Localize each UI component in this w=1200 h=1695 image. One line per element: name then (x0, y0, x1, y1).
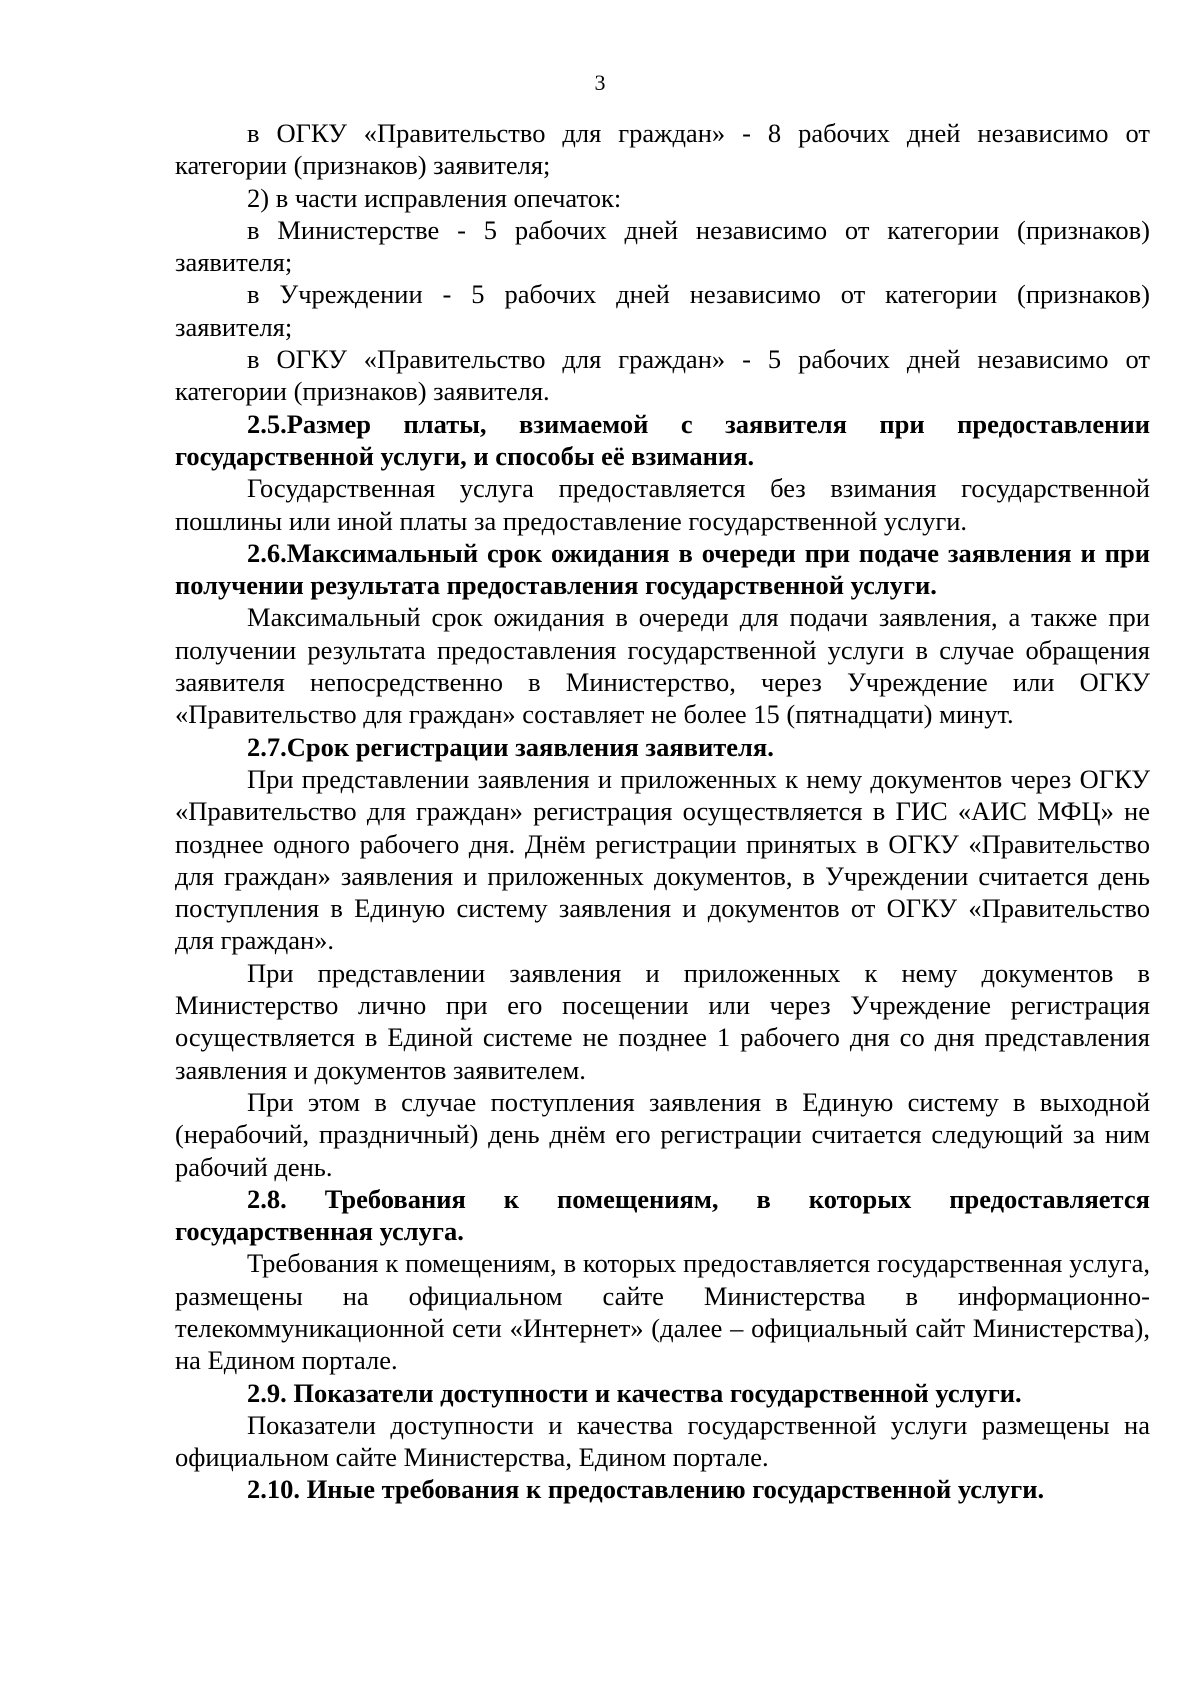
paragraph: в ОГКУ «Правительство для граждан» - 8 рабочих дней независимо от категории (признаков) заявителя; (175, 118, 1150, 181)
paragraph: Показатели доступности и качества государственной услуги размещены на официальном сайте Министерства, Едином портале. (175, 1409, 1150, 1473)
section-heading-2-10: 2.10. Иные требования к предоставлению государственной услуги. (247, 1474, 1045, 1505)
paragraph: в Министерстве - 5 рабочих дней независимо от категории (признаков) заявителя; (175, 214, 1150, 278)
paragraph: 2) в части исправления опечаток: (247, 182, 622, 213)
paragraph: Максимальный срок ожидания в очереди для подачи заявления, а также при получении результата предоставления государственной услуги в случае обращения заявителя непосредственно в Министерство, через Учреждение или ОГКУ «Правительство для граждан» составляет не более 15 (пятнадцати) минут. (175, 602, 1150, 730)
section-heading-2-6: 2.6.Максимальный срок ожидания в очереди при подаче заявления и при получении результата предоставления государственной услуги. (175, 537, 1150, 601)
document-body (175, 117, 1150, 1506)
section-heading-2-5: 2.5.Размер платы, взимаемой с заявителя при предоставлении государственной услуги, и способы её взимания. (175, 408, 1150, 471)
paragraph: Требования к помещениям, в которых предоставляется государственная услуга, размещены на официальном сайте Министерства в информационно-телекоммуникационной сети «Интернет» (далее – официальный сайт Министерства), на Едином портале. (175, 1248, 1150, 1376)
section-heading-2-9: 2.9. Показатели доступности и качества государственной услуги. (247, 1377, 1022, 1408)
paragraph: в Учреждении - 5 рабочих дней независимо от категории (признаков) заявителя; (175, 279, 1150, 342)
paragraph: При представлении заявления и приложенных к нему документов в Министерство лично при его посещении или через Учреждение регистрация осуществляется в Единой системе не позднее 1 рабочего дня со дня представления заявления и документов заявителем. (175, 957, 1150, 1085)
paragraph: При представлении заявления и приложенных к нему документов через ОГКУ «Правительство для граждан» регистрация осуществляется в ГИС «АИС МФЦ» не позднее одного рабочего дня. Днём регистрации принятых в ОГКУ «Правительство для граждан» заявления и приложенных документов, в Учреждении считается день поступления в Единую систему заявления и документов от ОГКУ «Правительство для граждан». (175, 763, 1150, 956)
section-heading-2-7: 2.7.Срок регистрации заявления заявителя. (247, 731, 774, 762)
paragraph: Государственная услуга предоставляется без взимания государственной пошлины или иной платы за предоставление государственной услуги. (175, 473, 1150, 536)
page-number: 3 (594, 70, 606, 95)
paragraph: в ОГКУ «Правительство для граждан» - 5 рабочих дней независимо от категории (признаков) заявителя. (175, 344, 1150, 407)
paragraph: При этом в случае поступления заявления в Единую систему в выходной (нерабочий, праздничный) день днём его регистрации считается следующий за ним рабочий день. (175, 1086, 1150, 1182)
section-heading-2-8: 2.8. Требования к помещениям, в которых предоставляется государственная услуга. (175, 1183, 1150, 1247)
